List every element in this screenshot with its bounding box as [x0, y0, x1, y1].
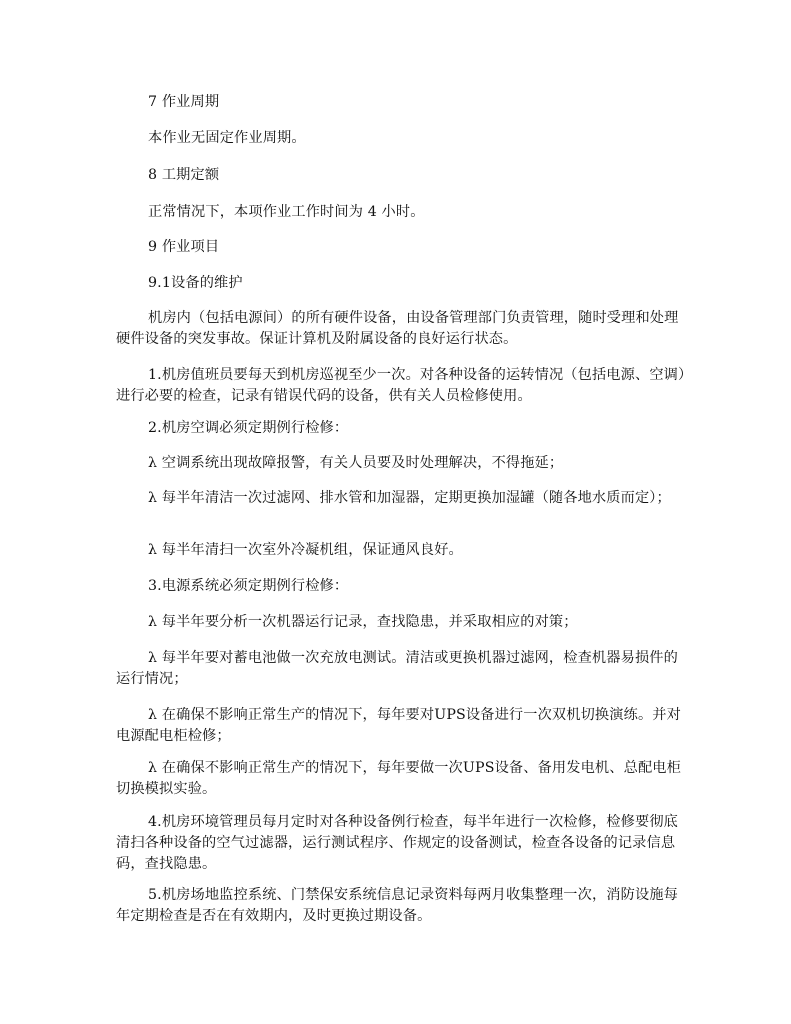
paragraph-item-2b: λ 每半年清洁一次过滤网、排水管和加湿器，定期更换加湿罐（随各地水质而定）； [148, 490, 671, 506]
section-heading-9-1: 9.1设备的维护 [148, 275, 243, 291]
section-heading-8: 8 工期定额 [148, 167, 220, 183]
paragraph-item-3d: λ 在确保不影响正常生产的情况下，每年要做一次UPS设备、备用发电机、总配电柜切换模拟实验。 [116, 760, 681, 797]
paragraph-item-1: 1.机房值班员要每天到机房巡视至少一次。对各种设备的运转情况（包括电源、空调）进行必要的检查，记录有错误代码的设备，供有关人员检修使用。 [116, 367, 686, 404]
paragraph-intro: 机房内（包括电源间）的所有硬件设备，由设备管理部门负责管理，随时受理和处理硬件设备的突发事故。保证计算机及附属设备的良好运行状态。 [116, 310, 679, 347]
paragraph-work-cycle: 本作业无固定作业周期。 [148, 130, 306, 146]
paragraph-item-2c: λ 每半年清扫一次室外冷凝机组，保证通风良好。 [148, 542, 463, 558]
paragraph-item-3b: λ 每半年要对蓄电池做一次充放电测试。清洁或更换机器过滤网，检查机器易损件的运行情况； [116, 650, 678, 687]
section-heading-9: 9 作业项目 [148, 239, 220, 255]
paragraph-item-2: 2.机房空调必须定期例行检修： [148, 420, 349, 436]
paragraph-quota: 正常情况下，本项作业工作时间为 4 小时。 [148, 204, 425, 220]
paragraph-item-3: 3.电源系统必须定期例行检修： [148, 578, 349, 594]
paragraph-item-3a: λ 每半年要分析一次机器运行记录，查找隐患，并采取相应的对策； [148, 614, 578, 630]
paragraph-item-2a: λ 空调系统出现故障报警，有关人员要及时处理解决，不得拖延； [148, 455, 564, 471]
paragraph-item-5: 5.机房场地监控系统、门禁保安系统信息记录资料每两月收集整理一次，消防设施每年定期检查是否在有效期内，及时更换过期设备。 [116, 887, 678, 924]
section-heading-7: 7 作业周期 [148, 94, 220, 110]
paragraph-item-4: 4.机房环境管理员每月定时对各种设备例行检查，每半年进行一次检修，检修要彻底清扫各种设备的空气过滤器，运行测试程序、作规定的设备测试，检查各设备的记录信息码，查找隐患。 [116, 814, 678, 872]
paragraph-item-3c: λ 在确保不影响正常生产的情况下，每年要对UPS设备进行一次双机切换演练。并对电源配电柜检修； [116, 707, 681, 744]
